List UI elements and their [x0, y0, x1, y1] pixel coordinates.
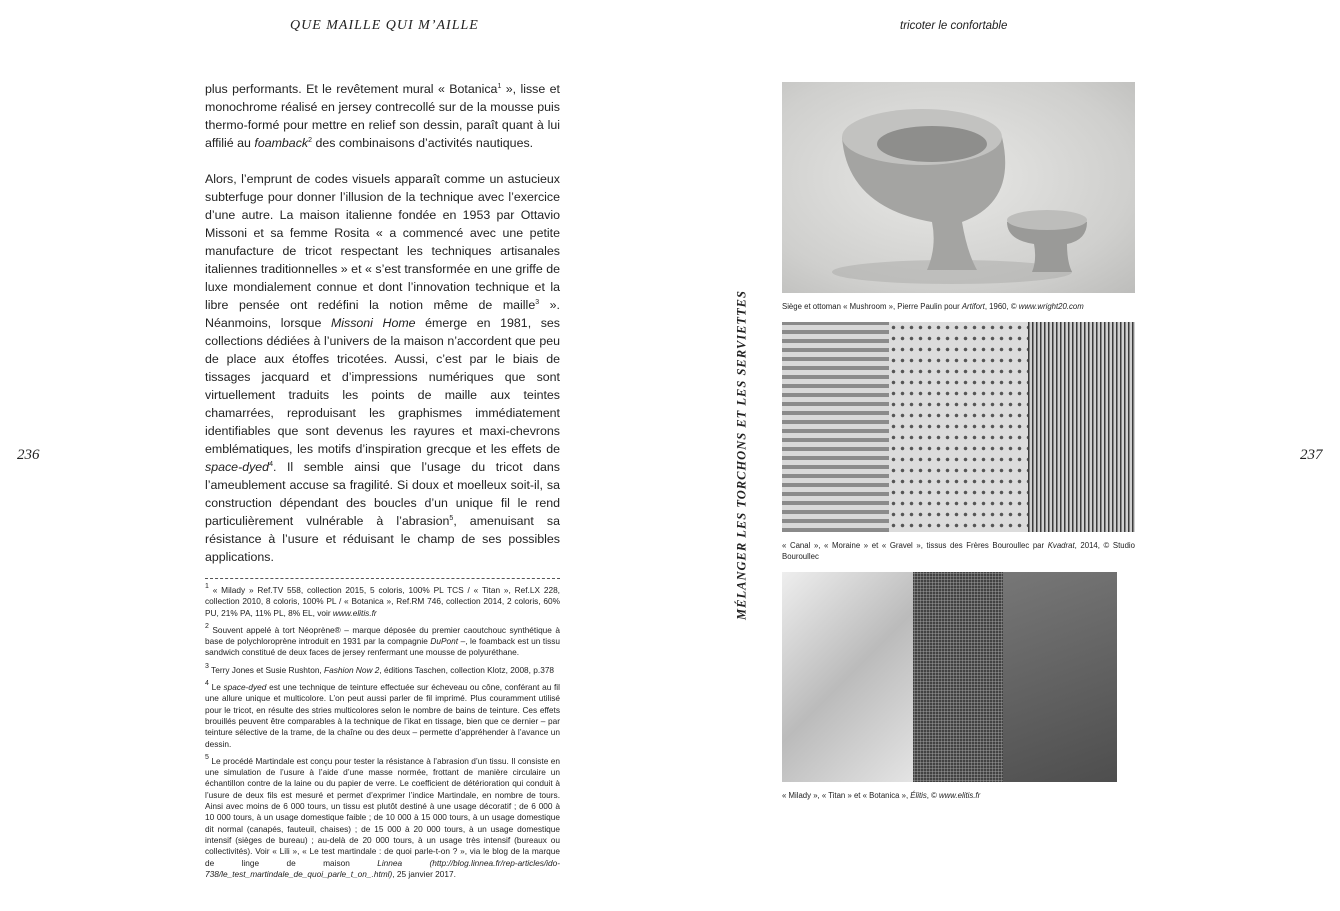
- footnote-ref: 5: [205, 753, 209, 761]
- footnote-divider: [205, 578, 560, 579]
- page-number-left: 236: [17, 447, 40, 463]
- text-run: « Canal », « Moraine » et « Gravel », tissus des Frères Bouroullec par: [782, 541, 1048, 550]
- text-run: Linnea (http://blog.linnea.fr/rep-articles/ido-738/le_test_martindale_de_quoi_parle_t_on_.html): [205, 857, 560, 879]
- text-run: Le: [208, 682, 224, 693]
- text-run: émerge en 1981, ses collections dédiées à l’univers de la maison n’accordent que peu de place aux étoffes tricotées. Aussi, c’est par le biais de tissages jacquard et d’impressions numériques que sont virtuellement traduits les points de maille aux teintes chamarrées, reproduisant les graphismes immédiatement identifiables que sont devenus les rayures et maxi-chevrons emblématiques, les motifs d’inspiration grecque et les effets de: [205, 316, 561, 456]
- footnote-ref: 1: [205, 583, 209, 590]
- text-run: Missoni Home: [330, 316, 416, 330]
- fabric-gravel: [1028, 322, 1135, 532]
- text-run: Siège et ottoman « Mushroom », Pierre Paulin pour: [782, 302, 962, 311]
- text-run: , 1960, ©: [984, 302, 1019, 311]
- text-run: www.elitis.fr: [939, 791, 981, 800]
- text-run: , amenuisant sa résistance à l’usure et réduisant le champ de ses possibles applications.: [205, 514, 560, 564]
- text-run: Élitis: [910, 791, 927, 800]
- photo-elitis-fabrics: [782, 572, 1117, 782]
- text-run: , éditions Taschen, collection Klotz, 2008, p.378: [379, 664, 555, 675]
- footnote-ref: 3: [205, 662, 209, 670]
- text-run: Le procédé Martindale est conçu pour tester la résistance à l’abrasion d’un tissu. Il consiste en une simulation de l’usure à l’aide d’une masse normée, frottant de manière circulaire un échantillon contre de la laine ou du papier de verre. Le coefficient de détérioration qui conduit à l’usure de deux fils est mesuré et permet d’exprimer l’indice Martindale, en nombre de tours. Ainsi avec moins de 6 000 tours, un tissu est plutôt destiné à une usage décoratif ; de 6 000 à 10 000 tours, à un usage domestique faible ; de 10 000 à 15 000 tours, à un usage domestique dit normal (canapés, fauteuil, chaises) ; de 15 000 à 20 000 tours, à un usage domestique intensif (sièges de bureau) ; au-delà de 20 000 tours, à un usage très intensif (bureaux ou collectivités). Voir « Lili », « Le test martindale : de quoi parle-t-on ? », via le blog de la marque de linge de maison: [205, 755, 560, 868]
- paragraph: [205, 622, 560, 659]
- fabric-milady: [782, 572, 913, 782]
- footnotes: [205, 585, 560, 880]
- paragraph: [205, 80, 560, 152]
- footnote-ref: 2: [205, 622, 209, 630]
- text-run: www.elitis.fr: [332, 607, 377, 618]
- text-run: Alors, l’emprunt de codes visuels apparaît comme un astucieux subterfuge pour donner l’illusion de la technique avec l’exercice d’une autre. La maison italienne fondée en 1953 par Ottavio Missoni et sa femme Rosita « a commencé avec une petite manufacture de tricot respectant les techniques artisanales italiennes traditionnelles » et « s’est transformée en une griffe de luxe mondialement connue et dont l’innovation technique et la libre pensée ont redéfini la notion même de maille: [205, 172, 560, 312]
- text-run: –, le foamback est un tissu sandwich constitué de deux faces de jersey renfermant une mousse de polyuréthane.: [205, 636, 560, 658]
- text-run: ». Néanmoins, lorsque: [205, 298, 560, 330]
- left-page-column: [205, 80, 560, 886]
- text-run: space-dyed: [205, 460, 270, 474]
- text-run: Kvadrat: [1047, 541, 1075, 550]
- text-run: « Milady », « Titan » et « Botanica »,: [782, 791, 911, 800]
- text-run: Artifort: [961, 302, 985, 311]
- fabric-titan: [913, 572, 1004, 782]
- footnote-ref: 3: [535, 299, 540, 306]
- text-run: est une technique de teinture effectuée sur écheveau ou cône, conférant au fil une allure unique et multicolore. L’on peut aussi parler de fil imprimé. Plus couramment utilisé pour le tricot, en résulte des stries multicolores selon le nombre de bains de teinture. Ces effets brouillés peuvent être comparables à la technique de l’ikat en tissage, bien que ce dernier – par teinture sélective de la trame, de la chaîne ou des deux – permette d’appréhender à l’avance un dessin.: [205, 682, 560, 749]
- body-text: [205, 80, 560, 566]
- text-run: « Milady » Ref.TV 558, collection 2015, 5 coloris, 100% PL TCS / « Titan », Ref.LX 228, collection 2010, 8 coloris, 100% PL / « Botanica », Ref.RM 746, collection 2014, 2 coloris, 60% PU, 21% PA, 11% PL, 8% EL, voir: [205, 585, 560, 618]
- text-run: . Il semble ainsi que l’usage du tricot dans l’ameublement accuse sa fragilité. Si doux et moelleux soit-il, sa construction dépendant des boucles d’un unique fil le rend particulièrement vulnérable à l’abrasion: [205, 460, 560, 528]
- running-header-left: QUE MAILLE QUI M’AILLE: [290, 18, 479, 33]
- text-run: , 25 janvier 2017.: [392, 868, 456, 879]
- text-run: Fashion Now 2: [324, 664, 380, 675]
- caption-3: [782, 790, 1135, 801]
- paragraph: [205, 753, 560, 880]
- text-run: plus performants. Et le revêtement mural « Botanica: [205, 82, 498, 96]
- running-header-right: tricoter le confortable: [900, 20, 1008, 32]
- paragraph: [205, 662, 560, 676]
- mushroom-chair-illustration: [782, 82, 1135, 293]
- right-page-column: [782, 82, 1135, 811]
- text-run: DuPont: [430, 636, 459, 647]
- footnote-ref: 2: [308, 137, 313, 144]
- text-run: , ©: [926, 791, 940, 800]
- text-run: Souvent appelé à tort Néoprène® – marque déposée du premier caoutchouc synthétique à base de polychloroprène introduit en 1931 par la compagnie: [205, 624, 560, 647]
- text-run: , 2014, © Studio Bouroullec: [782, 541, 1135, 561]
- fabric-botanica: [1003, 572, 1117, 782]
- text-run: », lisse et monochrome réalisé en jersey contrecollé sur de la mousse puis thermo-formé pour mettre en relief son dessin, paraît quant à lui affilié au: [205, 82, 560, 150]
- footnote-ref: 4: [269, 461, 273, 468]
- text-run: Terry Jones et Susie Rushton,: [208, 664, 325, 675]
- text-run: foamback: [254, 136, 309, 150]
- footnote-ref: 1: [497, 83, 502, 90]
- caption-1: [782, 301, 1135, 312]
- footnote-ref: 4: [205, 680, 209, 688]
- fabric-moraine: [889, 322, 1028, 532]
- photo-mushroom-chair: [782, 82, 1135, 293]
- footnote-ref: 5: [449, 515, 454, 522]
- fabric-canal: [782, 322, 889, 532]
- text-run: space-dyed: [223, 682, 267, 693]
- section-title-vertical: MÉLANGER LES TORCHONS ET LES SERVIETTES: [734, 290, 749, 620]
- paragraph: [205, 170, 560, 566]
- paragraph: [205, 585, 560, 619]
- caption-2: [782, 540, 1135, 562]
- text-run: des combinaisons d’activités nautiques.: [312, 136, 534, 150]
- text-run: www.wright20.com: [1018, 302, 1084, 311]
- page-number-right: 237: [1300, 447, 1323, 463]
- photo-bouroullec-fabrics: [782, 322, 1135, 532]
- paragraph: [205, 682, 560, 750]
